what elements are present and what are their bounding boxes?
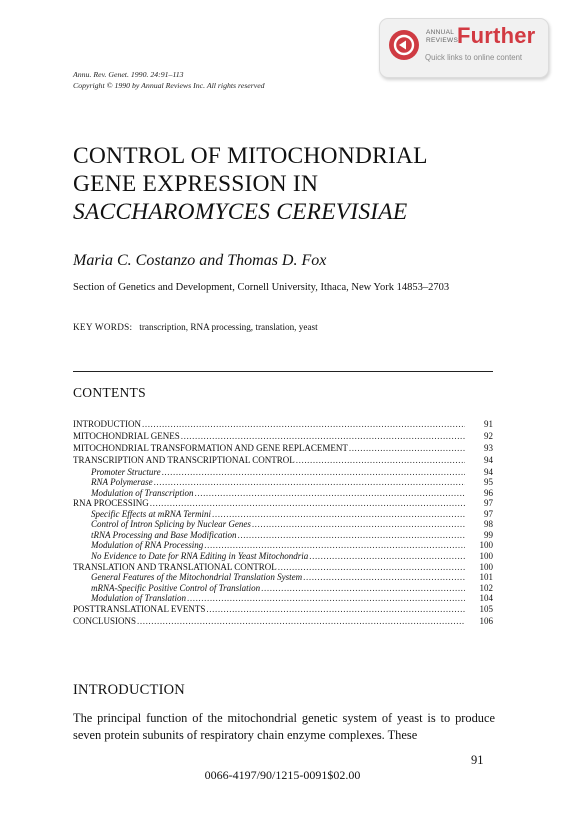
badge-annual-text: ANNUAL — [426, 29, 455, 36]
toc-entry-page: 100 — [479, 550, 493, 561]
contents-heading: CONTENTS — [73, 385, 146, 400]
further-arrow-icon — [389, 30, 419, 60]
toc-subentry-modulation-transcription[interactable] — [73, 488, 493, 499]
toc-entry-page: 97 — [484, 508, 493, 519]
toc-entry-page: 96 — [484, 487, 493, 498]
toc-entry-page: 94 — [484, 454, 493, 465]
article-title-line-1: CONTROL OF MITOCHONDRIAL — [73, 143, 428, 169]
toc-entry-page: 102 — [479, 582, 493, 593]
toc-subentry-trna-processing[interactable] — [73, 530, 493, 541]
toc-entry-label: Control of Intron Splicing by Nuclear Genes — [91, 519, 251, 530]
toc-entry-page: 92 — [484, 430, 493, 441]
author-affiliation: Section of Genetics and Development, Cornell University, Ithaca, New York 14853–2703 — [73, 282, 450, 293]
toc-subentry-modulation-rna-processing[interactable] — [73, 540, 493, 551]
toc-entry-posttranslational[interactable] — [73, 604, 493, 616]
toc-subentry-modulation-translation[interactable] — [73, 593, 493, 604]
toc-entry-transformation[interactable] — [73, 443, 493, 455]
toc-entry-page: 94 — [484, 466, 493, 477]
introduction-paragraph: The principal function of the mitochondrial genetic system of yeast is to produce seven protein subunits of respiratory chain enzyme complexes. These — [73, 711, 495, 742]
toc-entry-mitochondrial-genes[interactable] — [73, 431, 493, 443]
toc-entry-page: 105 — [479, 603, 493, 614]
toc-subentry-intron-splicing[interactable] — [73, 519, 493, 530]
toc-entry-page: 100 — [479, 540, 493, 551]
contents-divider — [73, 371, 493, 372]
journal-citation: Annu. Rev. Genet. 1990. 24:91–113 — [73, 70, 184, 79]
toc-entry-rna-processing[interactable] — [73, 498, 493, 509]
toc-entry-label: Specific Effects at mRNA Termini — [91, 508, 211, 519]
toc-subentry-promoter-structure[interactable] — [73, 467, 493, 478]
keywords-list: transcription, RNA processing, translation, yeast — [139, 322, 318, 332]
toc-subentry-rna-editing[interactable] — [73, 551, 493, 562]
toc-entry-page: 104 — [479, 593, 493, 604]
article-code: 0066-4197/90/1215-0091$02.00 — [204, 768, 361, 782]
toc-subentry-translation-system[interactable] — [73, 572, 493, 583]
toc-entry-label: Modulation of RNA Processing — [91, 540, 204, 551]
toc-entry-label: Modulation of Translation — [91, 593, 187, 604]
keywords-label: KEY WORDS: — [73, 322, 133, 332]
badge-reviews-text: REVIEWS — [426, 36, 459, 44]
toc-entry-label: MITOCHONDRIAL TRANSFORMATION AND GENE REPLACEMENT — [73, 442, 348, 453]
toc-entry-introduction[interactable] — [73, 419, 493, 431]
toc-entry-page: 101 — [479, 572, 493, 583]
introduction-heading: INTRODUCTION — [73, 682, 185, 698]
toc-entry-page: 98 — [484, 519, 493, 530]
toc-entry-label: MITOCHONDRIAL GENES — [73, 430, 180, 441]
toc-subentry-mrna-termini[interactable] — [73, 509, 493, 520]
toc-entry-page: 97 — [484, 498, 493, 509]
toc-entry-label: CONCLUSIONS — [73, 615, 137, 626]
toc-entry-transcription[interactable] — [73, 455, 493, 467]
toc-entry-label: INTRODUCTION — [73, 419, 141, 429]
toc-entry-label: TRANSLATION AND TRANSLATIONAL CONTROL — [73, 561, 277, 572]
toc-entry-page: 93 — [484, 442, 493, 453]
toc-entry-label: tRNA Processing and Base Modification — [91, 529, 237, 540]
toc-entry-label: TRANSCRIPTION AND TRANSCRIPTIONAL CONTROL — [73, 454, 295, 465]
toc-entry-label: No Evidence to Date for RNA Editing in Yeast Mitochondria — [91, 550, 309, 561]
toc-entry-label: Modulation of Transcription — [91, 487, 194, 498]
toc-entry-label: RNA Polymerase — [91, 477, 153, 488]
copyright-notice: Copyright © 1990 by Annual Reviews Inc. All rights reserved — [73, 81, 265, 90]
badge-further-title: Further — [457, 23, 536, 48]
page-number: 91 — [471, 753, 484, 767]
toc-subentry-positive-control[interactable] — [73, 583, 493, 594]
toc-entry-label: POSTTRANSLATIONAL EVENTS — [73, 603, 206, 614]
toc-entry-label: mRNA-Specific Positive Control of Translation — [91, 582, 261, 593]
article-title-line-2: GENE EXPRESSION IN — [73, 171, 319, 197]
toc-entry-label: General Features of the Mitochondrial Translation System — [91, 572, 303, 583]
toc-entry-page: 106 — [479, 615, 493, 626]
badge-subtitle: Quick links to online content — [425, 53, 523, 62]
further-badge[interactable] — [379, 18, 549, 78]
toc-subentry-rna-polymerase[interactable] — [73, 477, 493, 488]
toc-entry-label: RNA PROCESSING — [73, 498, 149, 509]
article-title-line-3: SACCHAROMYCES CEREVISIAE — [73, 199, 408, 225]
toc-entry-page: 100 — [479, 561, 493, 572]
toc-entry-label: Promoter Structure — [91, 466, 161, 477]
toc-entry-page: 99 — [484, 529, 493, 540]
toc-entry-page: 95 — [484, 477, 493, 488]
toc-entry-translation[interactable] — [73, 562, 493, 573]
toc-entry-conclusions[interactable] — [73, 616, 493, 628]
toc-entry-page: 91 — [484, 419, 493, 429]
table-of-contents — [73, 419, 493, 628]
author-names: Maria C. Costanzo and Thomas D. Fox — [73, 252, 327, 269]
keywords-line — [73, 322, 318, 332]
